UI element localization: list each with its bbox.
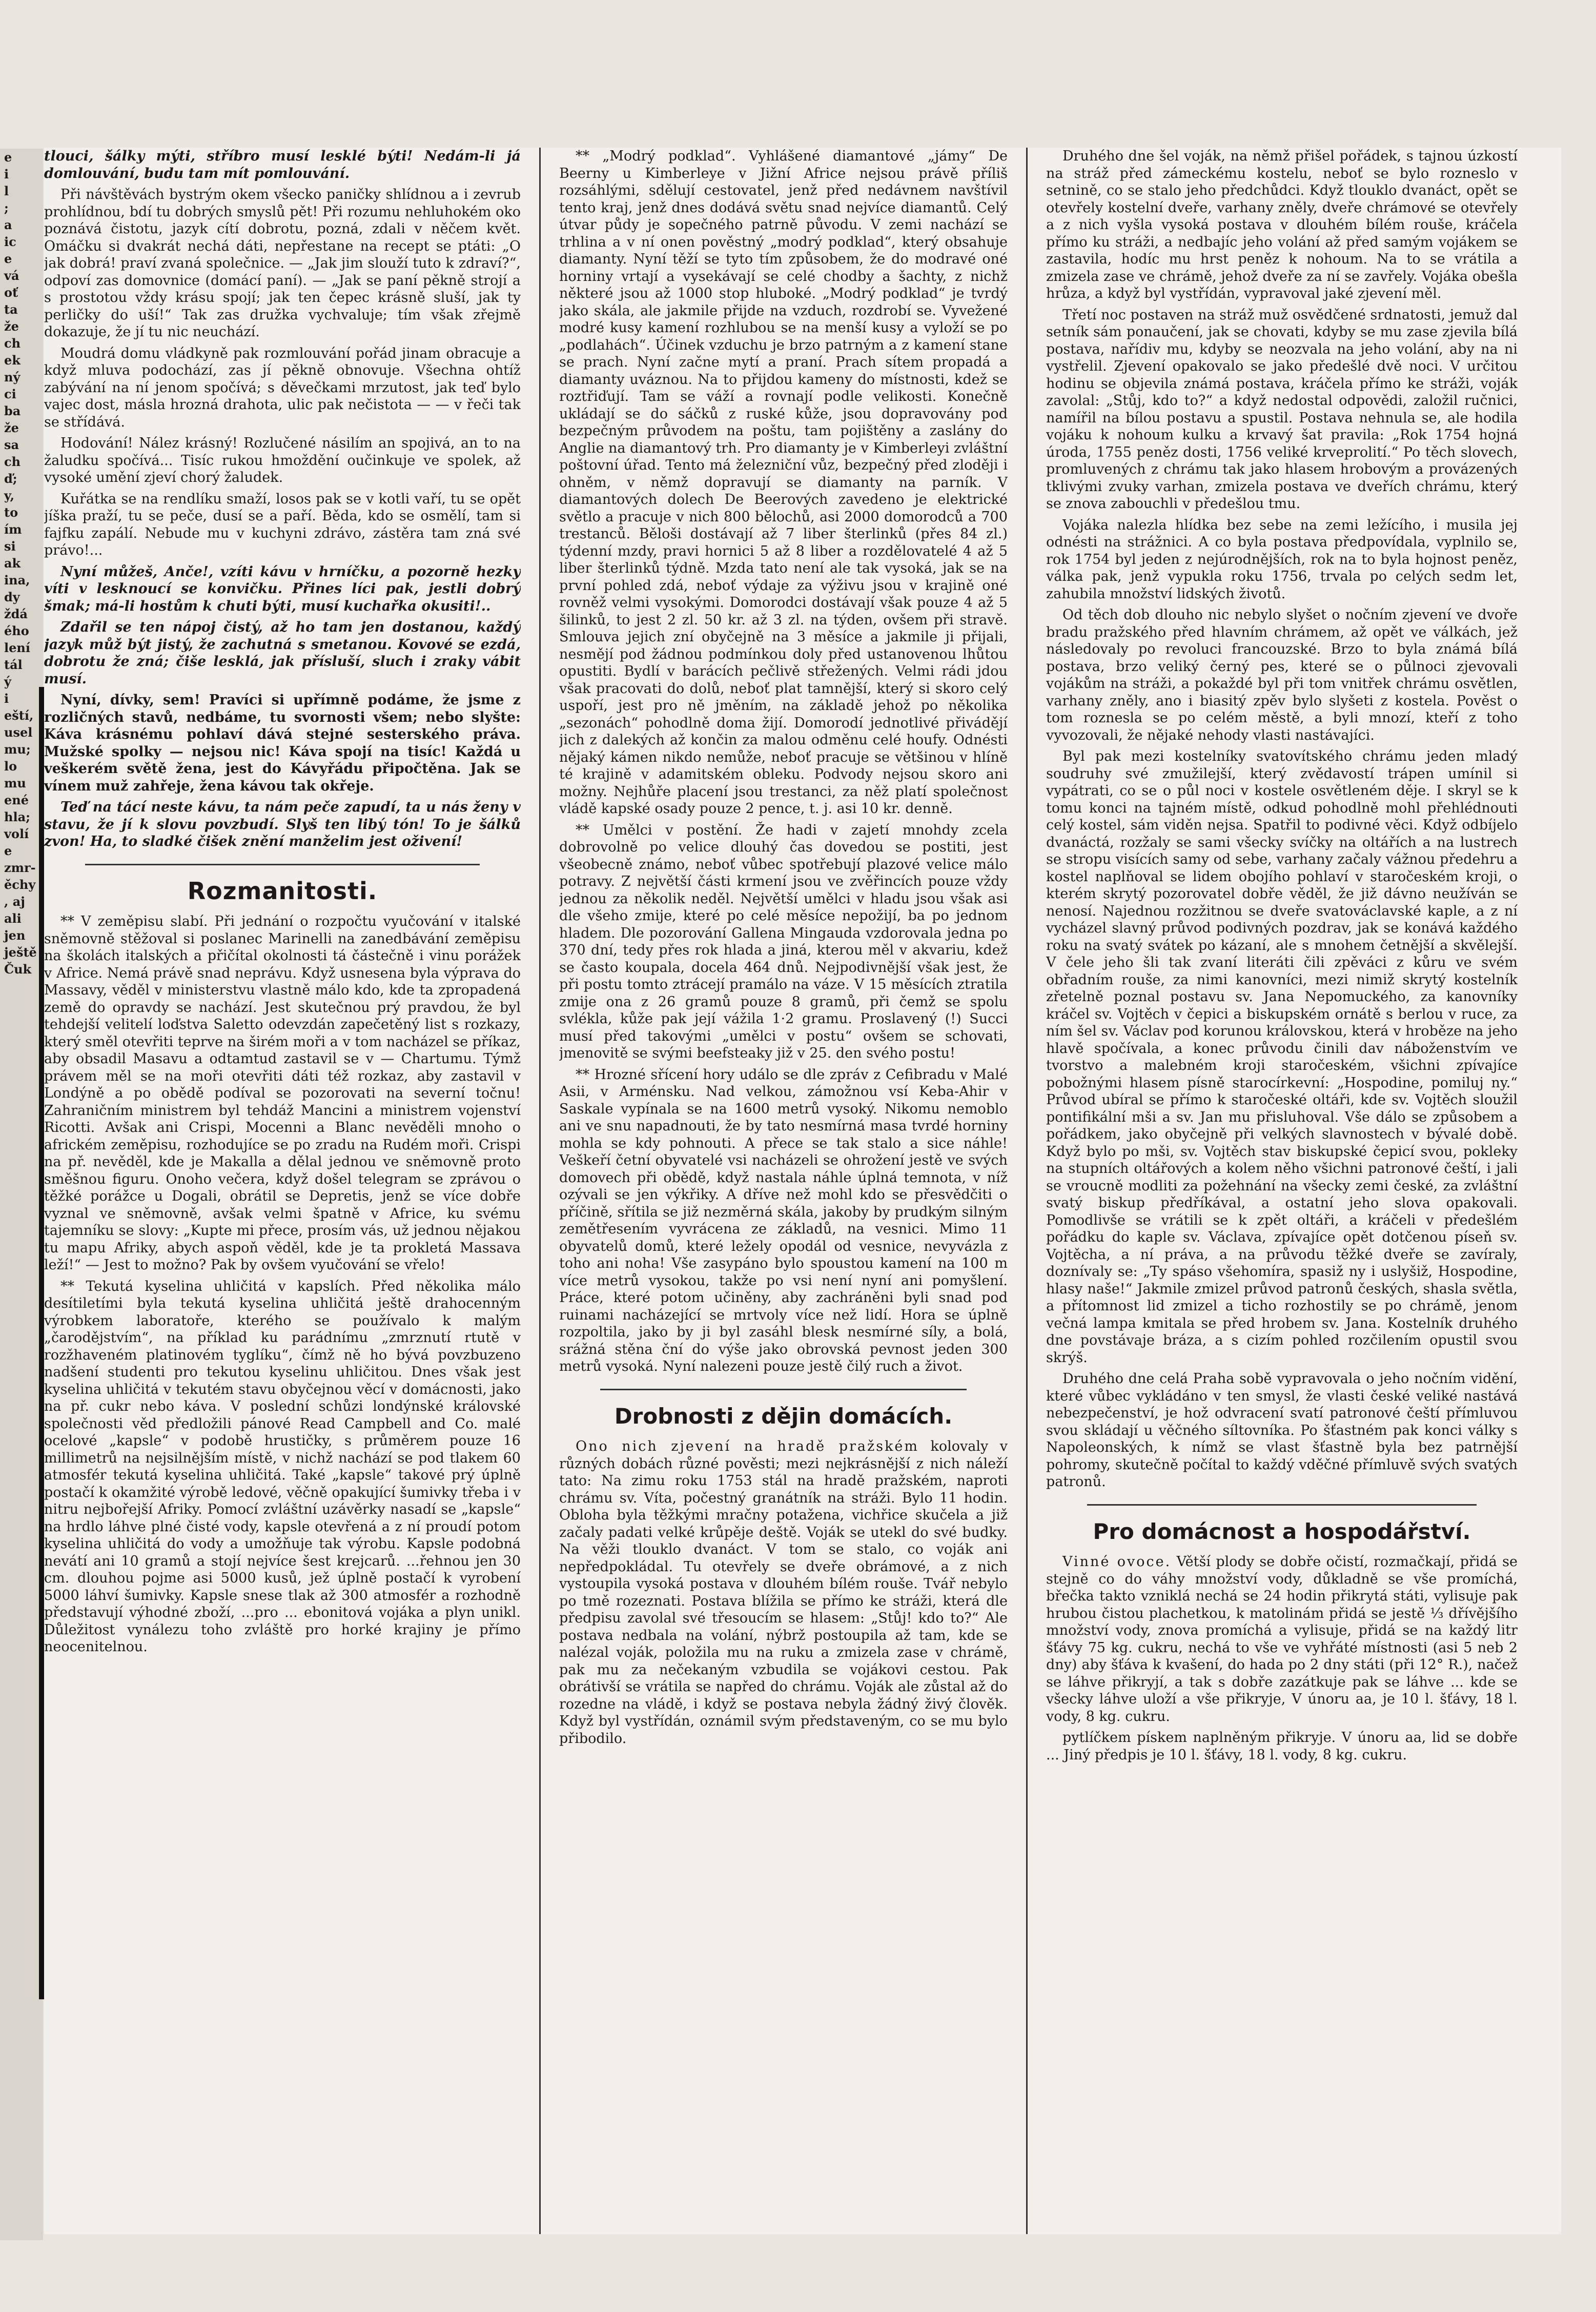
paragraph: Byl pak mezi kostelníky svatovítského chrámu jeden mladý soudruhy své zmužilejší, který zvědavostí trápen umínil si vypátrati, co se o půl noci v kostele osvětleném děje. I skryl se k tomu konci na tajném místě, odkud pohodlně mohl přehlédnouti celý kostel, sám viděn nejsa. Spatřil to podivné věci. Když odbíjelo dvanáctá, rozžaly se sami všecky svíčky na oltářích a na lustrech se stropu visících samy od sebe, varhany začaly vážnou předehru a kostel naplňoval se lidem obojího pohlaví v staročeském kroji, o kterém skrytý pozorovatel dobře věděl, že již dávno neužíván se nenosí. Najednou rozžitnou se dveře svatováclavské kaple, a z ní vycházel slavný průvod podivných pozdrav, jak se konává každého roku na svatý svátek po kázaní, ale s mnohem četnější a skvělejší. V čele jeho šli tak zvaní literáti čili zpěváci z kůru ve svém obřadním rouše, za nimi kanovníci, mezi nimiž skrytý kostelník zřetelně poznal postavu sv. Jana Nepomuckého, za kanovníky kráčel sv. Vojtěch v čepici a biskupském ornátě s berlou v ruce, za ním šel sv. Václav pod korunou královskou, která v hroběze na jeho hlavě spočívala, a konec průvodu činili dav náboženstvím ve tvorstvo a malebném kroji staročeském, všichni zpívajíce pobožnými hlasem písně starocírkevní: „Hospodine, pomiluj ny.“ Průvod ubíral se přímo k staročeské oltáři, kde sv. Vojtěch sloužil pontifikální mši a sv. Jan mu přisluhoval. Vše dálo se způsobem a pořádkem, jako obyčejně při velkých slavnostech v bývalé době. Když bylo po mši, sv. Vojtěch stav biskupské čepicí svou, pokleky na stupních oltářových a kolem něho všichni patronové čeští, i jali se vroucně modliti za požehnání na všecky zemi české, za zvláštní svatý biskup předříkával, a ostatní jeho slova opakovali. Pomodlivše se vrátili se k zpět oltáři, a kráčeli v předešlém pořádku do kaple sv. Václava, zpívajíce opět dotčenou píseň sv. Vojtěcha, a ní práva, a na průvodu těžké dveře se zavíraly, doznívaly se: „Ty spáso všehomíra, spasiž ny i uslyšiž, Hospodine, hlasy naše!“ Jakmile zmizel průvod patronů českých, shasla světla, a přítomnost lid zmizel a ticho rozhostily se po chrámě, jenom večná lampa kmitala se před hrobem sv. Jana. Kostelník druhého dne povstávaje bráza, a s cizím pohled rozčilením opustil svou skrýš. bbox=[1046, 748, 1518, 1366]
poem-opening: tlouci, šálky mýti, stříbro musí lesklé býti! Nedám-li já domlouvání, budu tam mít pomlouvání. bbox=[44, 148, 521, 181]
edge-fragment: e bbox=[4, 843, 12, 858]
section-divider bbox=[600, 1389, 967, 1390]
edge-fragment: že bbox=[4, 420, 19, 435]
edge-fragment: tál bbox=[4, 657, 23, 672]
paragraph: Druhého dne celá Praha sobě vypravovala o jeho nočním vidění, které vůbec vykládáno v ten smysl, že vlasti české veliké nastává nebezpečenství, je hož odvracení svatí patronové čeští přímluvou svou skládají u věčného síltovníka. Po šťastném pak konci války s Napoleonských, k nímž se vlast šťastně byla bez patrnější pohromy, skutečně počítal to každý vděčné přímluvě svých svatých patronů. bbox=[1046, 1371, 1518, 1490]
article: ** „Modrý podklad“. Vyhlášené diamantové „jámy“ De Beerny u Kimberleye v Jižní Africe nejsou právě příliš rozsáhlými, sdělují cestovatel, jenž před nedávnem navštívil tento kraj, jenž dnes dodává světu snad nejvíce diamantů. Celý útvar půdy je sopečného patrně původu. V zemi nachází se trhlina a v ní onen pověstný „modrý podklad“, který obsahuje diamanty. Nyní těží se tyto tím způsobem, že do modravé oné horniny vrtají a vysekávají se celé chodby a šachty, z nichž některé jsou až 1000 stop hluboké. „Modrý podklad“ je tvrdý jako skála, ale jakmile přijde na vzduch, rozdrobí se. Vyvežené modré kusy kamení rozhlubou se na menší kusy a vyloží se po „podlahách“. Účinek vzduchu je brzo patrným a z kamení stane se prach. Nyní začne mytí a praní. Prach sítem propadá a diamanty uváznou. Na to přijdou kameny do místnosti, kdež se roztřiďují. Tam se váží a rovnají podle velikosti. Konečně ukládají se do sáčků z ruské kůže, jsou dopravovány pod bezpečným průvodem na poštu, tam pojištěny a zaslány do Anglie na diamantový trh. Pro diamanty je v Kimberleyi zvláštní poštovní úřad. Tento má železniční vůz, bezpečný před zloději i ohněm, v němž dopravují se diamanty na parník. V diamantových dolech De Beerových zavedeno je elektrické světlo a pracuje v nich 800 bělochů, asi 2000 domorodců a 700 trestanců. Běloši dostávají až 7 liber šterlinků (přes 84 zl.) týdenní mzdy, pravi hornici 5 až 8 liber a rozdělovatelé 4 až 5 liber šterlinků týdně. Mzda tato není ale tak vysoká, jak se na první pohled zdá, neboť výdaje za výživu jsou v krajině oné rovněž velmi vysokými. Domorodci dostávají však pouze 4 až 5 šilinků, to jest 2 zl. 50 kr. až 3 zl. na týden, ovšem při stravě. Smlouva jejich zní obyčejně na 3 měsíce a jakmile ji přijali, nesmějí pod žádnou podmínkou doly před ustanovenou lhůtou opustiti. Bydlí v barácích pečlivě střežených. Velmi rádi jdou však pracovati do dolů, neboť plat tamnější, který si skoro celý uspoří, jest pro ně jměním, na základě jehož po několika „sezonách“ pohodlně doma žijí. Domorodí jednotlivé přivádějí jich z dalekých až končin za malou odměnu celé houfy. Odnésti nějaký kámen nikdo nemůže, neboť pracuje se většinou v hlíně té krajině v adamitském obleku. Podvody nejsou skoro ani možny. Nejhůře placení jsou trestanci, za něž platí společnost vládě kapské osady pouze 2 pence, t. j. asi 10 kr. denně. bbox=[559, 148, 1008, 817]
edge-fragment: ch bbox=[4, 454, 21, 469]
paragraph: Nyní, dívky, sem! Pravíci si upřímně podáme, že jsme z rozličných stavů, nedbáme, tu svornosti všem; nebo slyšte: Káva krásnému pohlaví dává stejné sesterského práva. Mužské spolky — nejsou nic! Káva spojí na tisíc! Každá u veškerém světě žena, jest do Kávyřádu připočtěna. Jak se vínem muž zahřeje, žena kávou tak okřeje. bbox=[44, 692, 521, 794]
edge-fragment: ba bbox=[4, 403, 21, 418]
edge-fragment: ; bbox=[4, 200, 9, 215]
lead-words: Ono nich zjevení na hradě pražském bbox=[576, 1438, 919, 1454]
italic-paragraph: Nyní můžeš, Anče!, vzíti kávu v hrníčku, a pozorně hezky víti v lesknoucí se konvičku. Přines líci pak, jestli dobrý šmak; má-li hostům k chuti býti, musí kuchařka okusiti!.. bbox=[44, 563, 521, 614]
edge-fragment: e bbox=[4, 251, 12, 266]
edge-fragment: ještě bbox=[4, 945, 37, 960]
edge-fragment: mu bbox=[4, 776, 26, 790]
paragraph: Vojáka nalezla hlídka bez sebe na zemi ležícího, i musila jej odnésti na strážnici. A co byla postava předpovídala, vyplnilo se, rok 1754 byl jeden z nejúrodnějších, rok na to byla hojnost peněz, válka pak, jenž vypukla roku 1756, trvala po celých sedm let, zahubila množství lidských životů. bbox=[1046, 517, 1518, 602]
edge-fragment: jen bbox=[4, 928, 26, 943]
edge-fragment: volí bbox=[4, 826, 29, 841]
article: ** V zeměpisu slabí. Při jednání o rozpočtu vyučování v italské sněmovně stěžoval si poslanec Marinelli na zanedbávání zeměpisu na školách italských a přičítal okolnosti tá částečně i vinu porážek v Africe. Nemá právě snad neprávu. Když usnesena byla výprava do Massavy, věděl v ministerstvu vlastně málo kdo, kde ta zpropadená země do opravdy se nachází. Jest skutečnou prý pravdou, že byl tehdejší velitelí loďstva Saletto odevzdán zapečetěný list s rozkazy, který směl otevřiti teprve na širém moři a v tom nacházel se příkaz, aby obsadil Masavu a odtamtud zastavil se v — Chartumu. Týmž právem měl se na moři otevřiti dáti též rozkaz, aby zastavil v Londýně a po obědě podíval se pozorovati na severní točnu! Zahraničním ministrem byl tehdáž Mancini a ministrem vojenství Ricotti. Avšak ani Crispi, Mocenni a Blanc nevěděli mnoho o africkém zeměpisu, rozhodujíce se po zradu na Rudém moři. Crispi na př. nevěděl, kde je Makalla a dělal jednou ve sněmovně proto směšnou figuru. Onoho večera, když došel telegram se zprávou o těžké porážce u Dogali, obrátil se Depretis, jenž se více dobře vyznal ve sněmovně, avšak velmi špatně v Africe, ku svému tajemníku se slovy: „Kupte mi přece, prosím vás, už jednou nějakou tu mapu Afriky, abych aspoň věděl, kde je ta prokletá Massava leží!“ — Jest to možno? Pak by ovšem vyučování se vřelo! bbox=[44, 914, 521, 1273]
newspaper-page bbox=[44, 148, 1561, 2234]
article-text: kolovaly v různých dobách různé pověsti; mezi nejkrásnější z nich náleží tato: Na zimu roku 1753 stál na hradě pražském, naproti chrámu sv. Víta, počestný granátník na stráži. Bylo 11 hodin. Obloha byla těžkými mračny potažena, vichřice skučela a již začaly padati velké krůpěje deště. Voják se utekl do své budky. Na věži tlouklo dvanáct. V tom se stalo, co voják ani nepředpokládal. Tu otevřely se dveře obrámové, a z nich vystoupila vysoká postava v dlouhém bílém rouše. Tvář nebylo po tmě rozeznati. Postava blížila se přímo ke stráži, která dle předpisu zavolal své třesoucím se hlasem: „Stůj! kdo to?“ Ale postava nedbala na volání, nýbrž postoupila až tam, kde se nalézal voják, položila mu na ruku a zmizela zase v chrámě, pak mu za nečekaným vzbudila se vojákovi cestou. Pak obrátivší se vrátila se napřed do chrámu. Voják ale zůstal až do rozedne na vládě, i když se postava nebyla žádný živý člověk. Když byl vystřídán, oznámil svým představeným, co se mu bylo přibodilo. bbox=[559, 1438, 1008, 1747]
article: ** Tekutá kyselina uhličitá v kapslích. Před několika málo desítiletími byla tekutá kyselina uhličitá ještě drahocenným výrobkem laboratoře, kterého se používalo k malým „čarodějstvím“, na příklad ku parádnímu „zmrznutí rtutě v rozžhaveném platinovém tyglíku“, čímž ně ho bývá povzbuzeno nadšení studenti pro tekutou kyselinu uhličitou. Dnes však jest kyselina uhličitá v tekutém stavu obyčejnou věcí v domácnosti, jako na př. cukr nebo káva. V poslední schůzi londýnské královské společnosti věd předložili pánové Read Campbell and Co. malé ocelové „kapsle“ v podobě hrustičky, s průměrem pouze 16 millimetrů na nejsilnějším místě, v nichž nachází se pod tlakem 60 atmosfér tekutá kyselina uhličitá. Také „kapsle“ takové prý úplně postačí k okamžité výrobě ledové, věčně opakující šumivky třeba i v nitru nejbořejší Afriky. Pomocí zvláštní uzávěrky nasadí se „kapsle“ na hrdlo láhve plné čisté vody, kapsle otevřená a z ní proudí potom kyselina uhličitá do vody a umožňuje tak výrobu. Kapsle podobná nevátí ani 10 gramů a stojí nejvíce šest krejcarů. ...řehnou jen 30 cm. dlouhou pojme asi 5000 kusů, jež úplně postačí k vyrobení 5000 láhví šumivky. Kapsle snese tlak až 300 atmosfér a rozhodně představují výhodné zboží, ...pro ... ebonitová vojáka a plyn unikl. Důležitost vynálezu toho zvláště pro horké krajiny je přímo neocenitelnou. bbox=[44, 1278, 521, 1655]
section-divider bbox=[1087, 1504, 1477, 1506]
column-3 bbox=[1046, 148, 1518, 2234]
edge-fragment: sa bbox=[4, 437, 19, 452]
edge-fragment: ic bbox=[4, 234, 16, 249]
column-2 bbox=[559, 148, 1008, 2234]
paragraph: Hodování! Nález krásný! Rozlučené násilím an spojivá, an to na žaludku spočívá... Tisíc rukou hmoždění oučinkuje ve spolek, až vysoké umění zjeví chorý žaludek. bbox=[44, 435, 521, 485]
edge-fragment: ina, bbox=[4, 573, 30, 587]
column-rule bbox=[1026, 148, 1028, 2234]
edge-fragment: ené bbox=[4, 793, 29, 807]
edge-fragment: ek bbox=[4, 353, 21, 368]
paragraph: Při návštěvách bystrým okem všecko paničky shlídnou a i zevrub prohlídnou, bdí tu dobrých smyslů pět! Při rozumu nehluhokém oko poznává čistotu, jazyk cítí dobrotu, pozná, zdali v něčem květ. Omáčku si dvakrát nechá dáti, nepřestane na recept se ptáti: „O jak dobrá! praví zvaná společnice. — „Jak jim slouží tuto k zdraví?“, odpoví zas domovnice (domácí paní). — „Jak se paní pěkně strojí a s prostotou vždy krásu spojí; jak ten čepec krásně sluší, jak ty perličky do uší!“ Tak zas družka vychvaluje; tím však zřejmě dokazuje, že jí tu nic neuchází. bbox=[44, 187, 521, 340]
edge-fragment: ak bbox=[4, 556, 21, 571]
edge-fragment: si bbox=[4, 539, 16, 554]
edge-fragment: a bbox=[4, 217, 12, 232]
edge-fragment: Čuk bbox=[4, 962, 32, 977]
section-heading: Drobnosti z dějin domácích. bbox=[614, 1403, 953, 1429]
article: ** Umělci v postění. Že hadi v zajetí mnohdy zcela dobrovolně po velice dlouhý čas dovedou se postiti, jest všeobecně známo, neboť vůbec spotřebují plazové velice málo potravy. Z největší části krmení jsou ve zvěřincích pouze vždy jednou za několik neděl. Největší umělci v hladu jsou však asi dle všeho zmije, které po celé měsíce nepožijí, ba po jednom hladem. Dle pozorování Gallena Mingauda vzdorovala jedna po 370 dní, tedy přes rok hlada a jiná, kterou měl v akvariu, kdež se často koupala, docela 464 dnů. Nejpodivnější však jest, že při postu tomto ztrácejí pramálo na váze. V 15 měsících ztratila zmije ona z 26 gramů pouze 8 gramů, při čemž se spolu svlékla, kůže pak její vážila 1·2 gramu. Proslavený (!) Succi musí před takovými „umělci v postu“ ovšem se schovati, jmenovitě se svými beefsteaky již v 25. den svého postu! bbox=[559, 822, 1008, 1061]
edge-fragment: y, bbox=[4, 488, 15, 503]
edge-fragment: ím bbox=[4, 522, 22, 537]
article: ** Hrozné sřícení hory událo se dle zpráv z Cefibradu v Malé Asii, v Arménsku. Nad velkou, zámožnou vsí Keba-Ahir v Saskale vypínala se na 1600 metrů vysoký. Nikomu nemoblo ani ve snu napadnouti, že by tato nesmírná masa tvrdé horniny mohla se kdy pohnouti. A přece se tak stalo a sice náhle! Veškeří četní obyvatelé vsi nacházeli se ohrožení jestě ve svých domovech při obědě, když nastala náhle úplná temnota, v níž ozývali se jen výkřiky. A dříve než mohl kdo se přesvědčiti o příčině, sřítila se již nezměrná skála, jakoby by prudkým silným zemětřesením vyvrácena ze základů, na vesnici. Mimo 11 obyvatelů domů, které ležely opodál od vesnice, nevyvázla z toho ani noha! Vše zasypáno bylo spoustou kamení na 100 m více metrů vysokou, takže po vsi není nyní ani pomyšlení. Práce, které potom učiněny, aby zachráněni byli snad pod ruinami nacházející se mrtvoly více než lidí. Hora se úplně rozpoltila, jako by ji byl zasáhl blesk nesmírné síly, a bolá, srážná stěna ční do výše jako obrovská pevnost jeden 300 metrů vysoká. Nyní nalezeni pouze jestě čilý ruch a život. bbox=[559, 1066, 1008, 1374]
paragraph: Moudrá domu vládkyně pak rozmlouvání pořád jinam obracuje a když mluva podochází, zas jí pěkně obnovuje. Všechna ohtíž zabývání na ní jenom spočívá; s děvečkami mrzutost, jak teď bylo vajec dost, másla hrozná drahota, ulic pak nečistota — — v řeči tak se střídává. bbox=[44, 345, 521, 430]
edge-fragment: ý bbox=[4, 674, 11, 689]
edge-fragment: , aj bbox=[4, 894, 25, 909]
edge-fragment: i bbox=[4, 691, 9, 706]
article bbox=[559, 1438, 1008, 1747]
article bbox=[1046, 1553, 1518, 1725]
edge-fragment: lo bbox=[4, 759, 17, 774]
edge-fragment: ta bbox=[4, 302, 18, 317]
column-rule bbox=[539, 148, 541, 2234]
section-divider bbox=[85, 864, 480, 865]
edge-fragment: l bbox=[4, 184, 9, 198]
edge-fragment: i bbox=[4, 167, 9, 181]
edge-fragment: usel bbox=[4, 725, 33, 740]
edge-fragment: lení bbox=[4, 640, 30, 655]
article-text: Větší plody se dobře očistí, rozmačkají, přidá se stejně co do váhy množství vody, důkladně se vše promíchá, břečka takto vzniklá nechá se 24 hodin přikrytá státi, vylisuje pak hrubou čistou plachetkou, k matolinám přidá se jestě ⅓ dřívějšího množství vody, znova promíchá a vylisuje, přidá se na každý litr šťávy 75 kg. cukru, nechá to vše ve vyhřáté místnosti (asi 5 neb 2 dny) aby šťáva k kvašení, do hada po 2 dny státi (při 12° R.), načež se láhve přikryjí, a tak s dobře zazátkuje pak se láhve ... kde se všecky láhve uloží a vše přikryje, V únoru aa, je 10 l. šťávy, 18 l. vody, 8 kg. cukru. bbox=[1046, 1554, 1518, 1725]
edge-fragment: zmr- bbox=[4, 860, 36, 875]
edge-fragment: ého bbox=[4, 623, 29, 638]
paragraph: Od těch dob dlouho nic nebylo slyšet o nočním zjevení ve dvoře bradu pražského před hlavním chrámem, až opět ve válkách, jež následovaly po revoluci francouzské. Brzo to byla známá bílá postava, brzo veliký černý pes, které se o půlnoci zjevovali vojákům na stráži, a pokaždé byl při tom vnitřek chrámu osvětlen, varhany zněly, ano i biasitý zpěv bylo slyšeti z kostela. Pověst o tom roznesla se po celém městě, a byli mnozí, kteří z toho vyvozovali, že nějaké nehody vlasti nastávajíci. bbox=[1046, 607, 1518, 743]
lead-words: Vinné ovoce. bbox=[1062, 1554, 1172, 1570]
section-heading: Pro domácnost a hospodářství. bbox=[1093, 1518, 1471, 1544]
edge-fragment: hla; bbox=[4, 809, 30, 824]
edge-fragment: eští, bbox=[4, 708, 34, 723]
edge-fragment: e bbox=[4, 150, 12, 165]
edge-fragment: ěchy bbox=[4, 877, 36, 892]
edge-fragment: ci bbox=[4, 387, 16, 401]
edge-fragment: to bbox=[4, 505, 18, 520]
edge-fragment: vá bbox=[4, 268, 19, 283]
edge-fragment: dy bbox=[4, 590, 20, 604]
italic-paragraph: Zdařil se ten nápoj čistý, až ho tam jen dostanou, každý jazyk můž být jistý, že zachutná s smetanou. Kovové se ezdá, dobrotu že zná; čiše lesklá, jak přísluší, sluch i zraky vábit musí. bbox=[44, 619, 521, 687]
edge-fragment: ch bbox=[4, 336, 21, 351]
paragraph: Druhého dne šel voják, na němž přišel pořádek, s tajnou úzkostí na stráž před zámeckému kostelu, neboť se bylo rozneslo v setnině, co se stalo jeho předchůdci. Když tlouklo dvanáct, opět se otevřely kostelní dveře, varhany zněly, dveře chrámové se otevřely a z nich vyšla vysoká postava v dlouhém bílém rouše, kráčela přímo ku stráži, a nedbajíc jeho volání až před samým vojákem se zastavila, hodíc mu hrst peněz k nohoum. Na to se vrátila a zmizela zase ve chrámě, jehož dveře za ní se zavřely. Vojáka obešla hrůza, a když byl vystřídán, vypravoval jaké zjevení měl. bbox=[1046, 148, 1518, 301]
left-page-edge-fragments bbox=[0, 149, 43, 2240]
edge-fragment: že bbox=[4, 319, 19, 334]
edge-fragment: ždá bbox=[4, 606, 28, 621]
edge-fragment: mu; bbox=[4, 742, 31, 757]
paragraph: Kuřátka se na rendlíku smaží, losos pak se v kotli vaří, tu se opět jíška praží, tu se peče, dusí se a paří. Běda, kdo se osmělí, tam si fajfku zapálí. Nebude mu v kuchyni zdrávo, zástěra tam zná své právo!... bbox=[44, 491, 521, 558]
edge-fragment: oť bbox=[4, 285, 18, 300]
edge-fragment: ali bbox=[4, 911, 22, 926]
paragraph: pytlíčkem pískem naplněným přikryje. V únoru aa, lid se dobře ... Jiný předpis je 10 l. šťávy, 18 l. vody, 8 kg. cukru. bbox=[1046, 1730, 1518, 1763]
column-1 bbox=[44, 148, 521, 2234]
section-heading: Rozmanitosti. bbox=[187, 877, 378, 905]
edge-fragment: ný bbox=[4, 370, 21, 384]
paragraph: Třetí noc postaven na stráž muž osvědčené srdnatosti, jemuž dal setník sám ponaučení, jak se chovati, kdyby se mu zase zjevila bílá postava, nařídiv mu, kdyby se neozvala na jeho volání, aby na ni vystřelil. Zjevení opakovalo se jako předešlé dvě noci. V určitou hodinu se objevila známá postava, kráčela přímo ke stráži, voják zavolal: „Stůj, kdo to?“ a když nedostal odpovědi, založil ručnici, namířil na bílou postavu a spustil. Postava nehnula se, ale hodila vojáku k nohoum kulku a krvavý šat pravila: „Rok 1754 hojná úroda, 1755 peněz dosti, 1756 veliké krveprolití.“ Po těch slovech, promluvených z chrámu tak jako hlasem hrobovým a provázených tklivými zvuky varhan, zmizela postava ve dveřích chrámu, který se znova zabouchli v předešlou tmu. bbox=[1046, 307, 1518, 512]
italic-paragraph: Teď na tácí neste kávu, ta nám peče zapudí, ta u nás ženy v stavu, že jí k slovu povzbudí. Slyš ten libý tón! To je šálků zvon! Ha, to sladké čišek znění manželim jest oživení! bbox=[44, 799, 521, 849]
edge-fragment: ď; bbox=[4, 471, 17, 486]
